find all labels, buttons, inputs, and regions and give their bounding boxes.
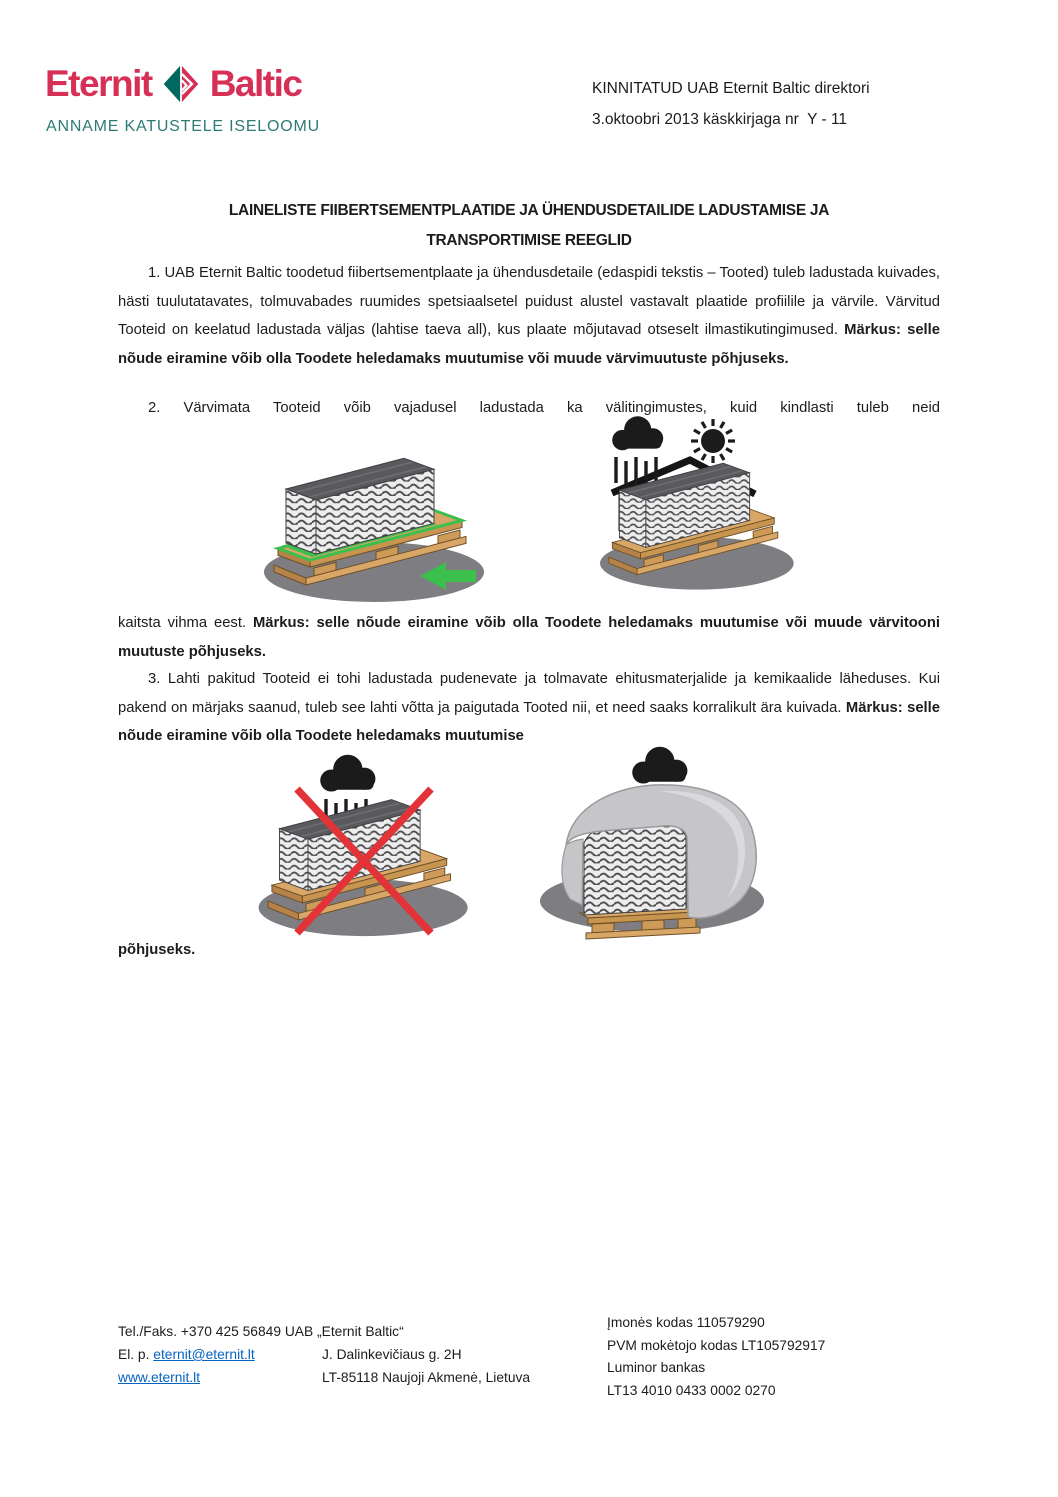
illustration-row-1 [118,413,1058,609]
page-title [118,196,940,256]
paragraph-1-text: 1. UAB Eternit Baltic toodetud fiibertsementplaate ja ühendusdetaile (edaspidi tekstis – Tooted) tuleb ladustada kuivades, hästi tuulutatavates, tolmuvabades ruumides spetsiaalsetel puidust alustel vastavalt plaatide profiilile ja värvile. Värvitud Tooteid on keelatud ladustada väljas (lahtise taeva all), kus plaate mõjutavad otseselt ilmastikutingimused. [118,265,940,338]
paragraph-2b-text: kaitsta vihma eest. [118,615,253,631]
footer-city-address: LT-85118 Naujoji Akmenė, Lietuva [322,1370,531,1385]
footer-email-label: El. p. [118,1347,154,1362]
approval-line-2: 3.oktoobri 2013 käskkirjaga nr Y - 11 [592,111,848,128]
paragraph-3-closing [118,936,940,965]
paragraph-2-text: 2. Värvimata Tooteid võib vajadusel ladustada ka välitingimustes, kuid kindlasti tuleb neid [148,400,940,416]
footer-email-line [118,1343,322,1366]
stack-covered-tarp-rain-icon [530,741,782,941]
footer-company-code: Įmonės kodas 110579290 [607,1315,765,1330]
logo-text-eternit: Eternit [45,63,152,104]
paragraph-3 [118,665,940,751]
stack-under-roof-rain-sun-icon [565,413,815,609]
footer-website-line [118,1366,322,1389]
footer-contact-block [118,1320,530,1389]
illustration-row-2 [118,741,1058,941]
approval-block [592,73,870,135]
page-title-line-1: LAINELISTE FIIBERTSEMENTPLAATIDE JA ÜHENDUSDETAILIDE LADUSTAMISE JA [228,202,830,219]
paragraph-1 [118,259,940,373]
pallet-stack-green-arrow-icon [256,424,488,609]
logo-tagline: ANNAME KATUSTELE ISELOOMU [46,118,320,135]
paragraph-3-note: Märkus: selle nõude eiramine võib olla Toodete heledamaks muutumise [118,699,940,744]
footer-phone-line: Tel./Faks. +370 425 56849 UAB „Eternit Baltic“ [118,1324,404,1339]
logo-text-baltic: Baltic [209,63,302,104]
stack-rain-crossed-out-icon [251,745,481,941]
footer-company-codes-block [607,1312,825,1402]
footer-street-address: J. Dalinkevičiaus g. 2H [322,1347,462,1362]
footer-iban: LT13 4010 0433 0002 0270 [607,1382,776,1398]
page-title-line-2: TRANSPORTIMISE REEGLID [426,232,632,249]
paragraph-2b-note: Märkus: selle nõude eiramine võib olla Toodete heledamaks muutumise või muude värvitooni muutuste põhjuseks. [118,615,940,660]
paragraph-3-closing-text: põhjuseks. [118,942,196,958]
email-link[interactable]: eternit@eternit.lt [153,1347,255,1362]
approval-line-1: KINNITATUD UAB Eternit Baltic direktori [592,80,870,97]
eternit-baltic-logo [45,62,301,106]
footer-bank-name: Luminor bankas [607,1360,706,1375]
paragraph-1-note: Märkus: selle nõude eiramine võib olla Toodete heledamaks muutumise või muude värvimuutuste põhjuseks. [118,322,940,367]
website-link[interactable]: www.eternit.lt [118,1370,201,1385]
paragraph-3-text: 3. Lahti pakitud Tooteid ei tohi ladustada pudenevate ja tolmavate ehitusmaterjalide ja kemikaalide läheduses. Kui pakend on märjaks saanud, tuleb see lahti võtta ja paigutada Tooted nii, et need saaks korralikult ära kuivada. [118,671,940,716]
paragraph-2-continued [118,609,940,666]
footer-vat-code: PVM mokėtojo kodas LT105792917 [607,1337,826,1353]
eternit-diamond-icon [161,62,201,106]
